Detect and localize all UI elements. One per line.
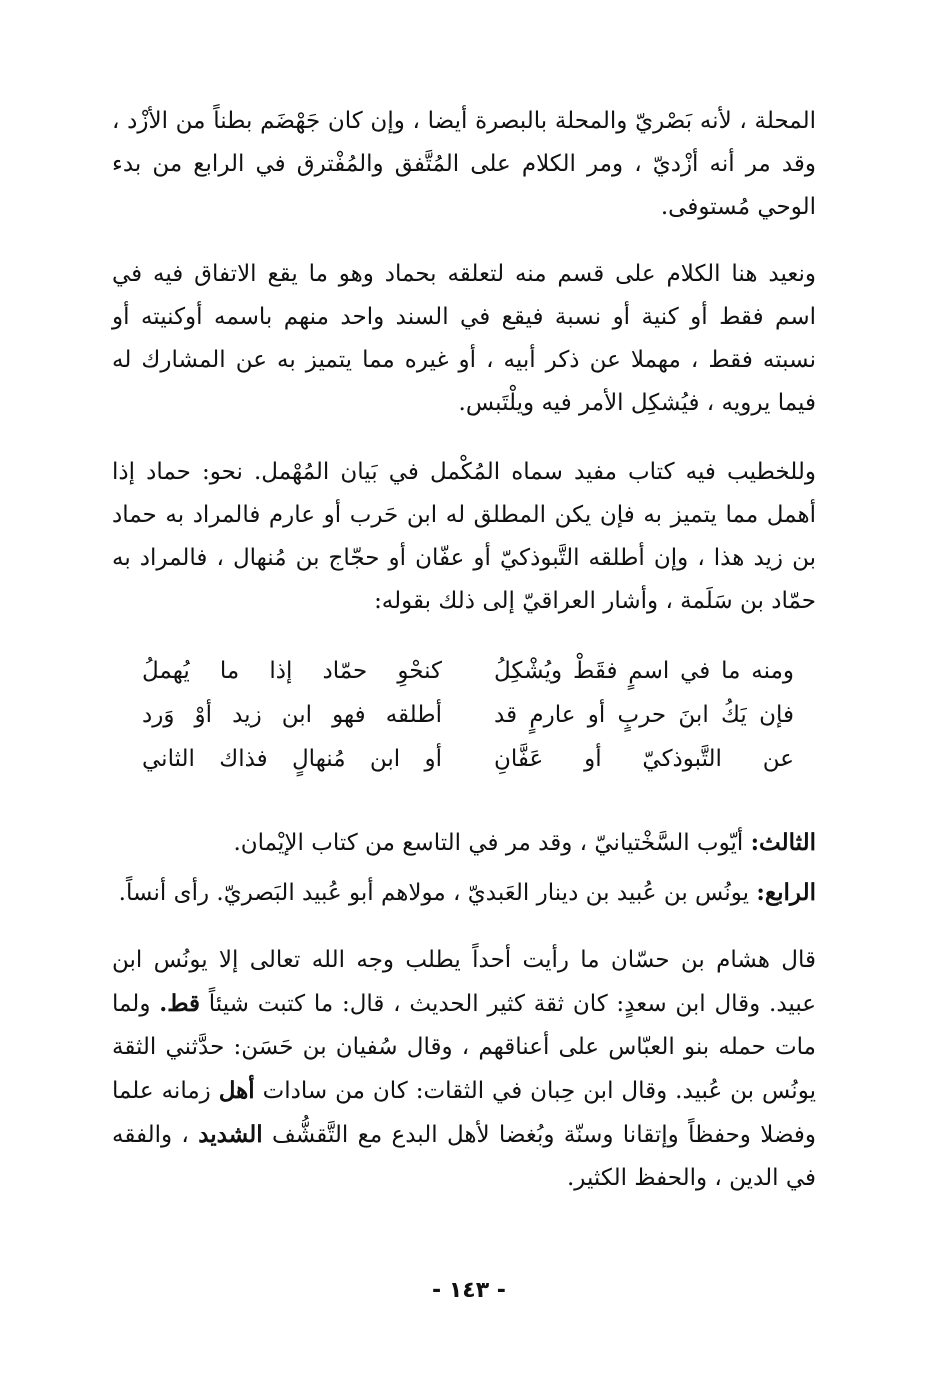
verse-second-hemistich: أو ابن مُنهالٍ فذاك الثاني (142, 746, 442, 772)
entry-fourth (112, 871, 816, 915)
entry-fourth-text: يونُس بن عُبيد بن دينار العَبديّ ، مولاهم أبو عُبيد البَصريّ. رأى أنساً. (118, 880, 750, 906)
paragraph-1: المحلة ، لأنه بَصْريّ والمحلة بالبصرة أيضا ، وإن كان جَهْضَم بطناً من الأزْد ، وقد مر أنه أزْديّ ، ومر الكلام على المُتَّفق والمُفْترق في الرابع من بدء الوحي مُستوفى. (112, 108, 816, 220)
verse-first-hemistich: ومنه ما في اسمٍ فقَطْ ويُشْكِلُ (494, 658, 794, 684)
verse-second-hemistich: أطلقه فهو ابن زيد أوْ وَرد (142, 702, 442, 728)
entry-third-label: الثالث: (750, 829, 816, 856)
verse-first-hemistich: فإن يَكُ ابنَ حربٍ أو عارمٍ قد (494, 702, 794, 728)
entry-fourth-label: الرابع: (756, 879, 816, 906)
verse-line (112, 649, 816, 693)
paragraph-4-bold-qat: قط. (159, 990, 201, 1017)
paragraph-4-end: زمانه علما وفضلا وحفظاً وإتقانا وسنّة وبُغضا لأهل البدع مع التَّقشُّف (112, 1078, 816, 1148)
paragraph-4-bold-ahl: أهل (218, 1077, 255, 1104)
paragraph-2: ونعيد هنا الكلام على قسم منه لتعلقه بحماد وهو ما يقع الاتفاق فيه في اسم فقط أو كنية أو نسبة فيقع في السند واحد منهم باسمه أوكنيته أو نسبته فقط ، مهملا عن ذكر أبيه ، أو غيره مما يتميز به عن المشارك له فيما يرويه ، فيُشكِل الأمر فيه ويلْتَبس. (112, 261, 816, 416)
verse-line (112, 693, 816, 737)
verse-first-hemistich: عن التَّبوذكيّ أو عَفَّانِ (494, 746, 794, 772)
entry-third-text: أيّوب السَّخْتيانيّ ، وقد مر في التاسع من كتاب الإيْمان. (233, 830, 744, 856)
paragraph-4-middle: ولما مات حمله بنو العبّاس على أعناقهم ، وقال سُفيان بن حَسَن: حدَّثني الثقة يونُس بن عُبيد. وقال ابن حِبان في الثقات: كان من سادات (112, 991, 816, 1104)
verse-second-hemistich: كنحْوِ حمّاد إذا ما يُهملُ (142, 658, 442, 684)
verse-line (112, 737, 816, 781)
paragraph-4-start: قال هشام بن حسّان ما رأيت أحداً يطلب وجه الله تعالى إلا يونُس ابن عبيد. وقال ابن سعدٍ: كان ثقة كثير الحديث ، قال: ما كتبت شيئاً (112, 947, 817, 1017)
poem (112, 649, 816, 781)
entry-third (112, 821, 816, 865)
paragraph-4-tail: ، والفقه في الدين ، والحفظ الكثير. (112, 1122, 816, 1191)
paragraph-3: وللخطيب فيه كتاب مفيد سماه المُكْمل في بَيان المُهْمل. نحو: حماد إذا أهمل مما يتميز به فإن يكن المطلق له ابن حَرب أو عارم فالمراد به حماد بن زيد هذا ، وإن أطلقه التَّبوذكيّ أو عفّان أو حجّاج بن مُنهال ، فالمراد به حمّاد بن سَلَمة ، وأشار العراقيّ إلى ذلك بقوله: (112, 459, 816, 614)
page-number: - ١٤٣ - (432, 1278, 506, 1303)
paragraph-4-bold-shadid: الشديد (198, 1121, 263, 1148)
paragraph-4 (112, 939, 816, 1200)
page-body (112, 100, 816, 1200)
